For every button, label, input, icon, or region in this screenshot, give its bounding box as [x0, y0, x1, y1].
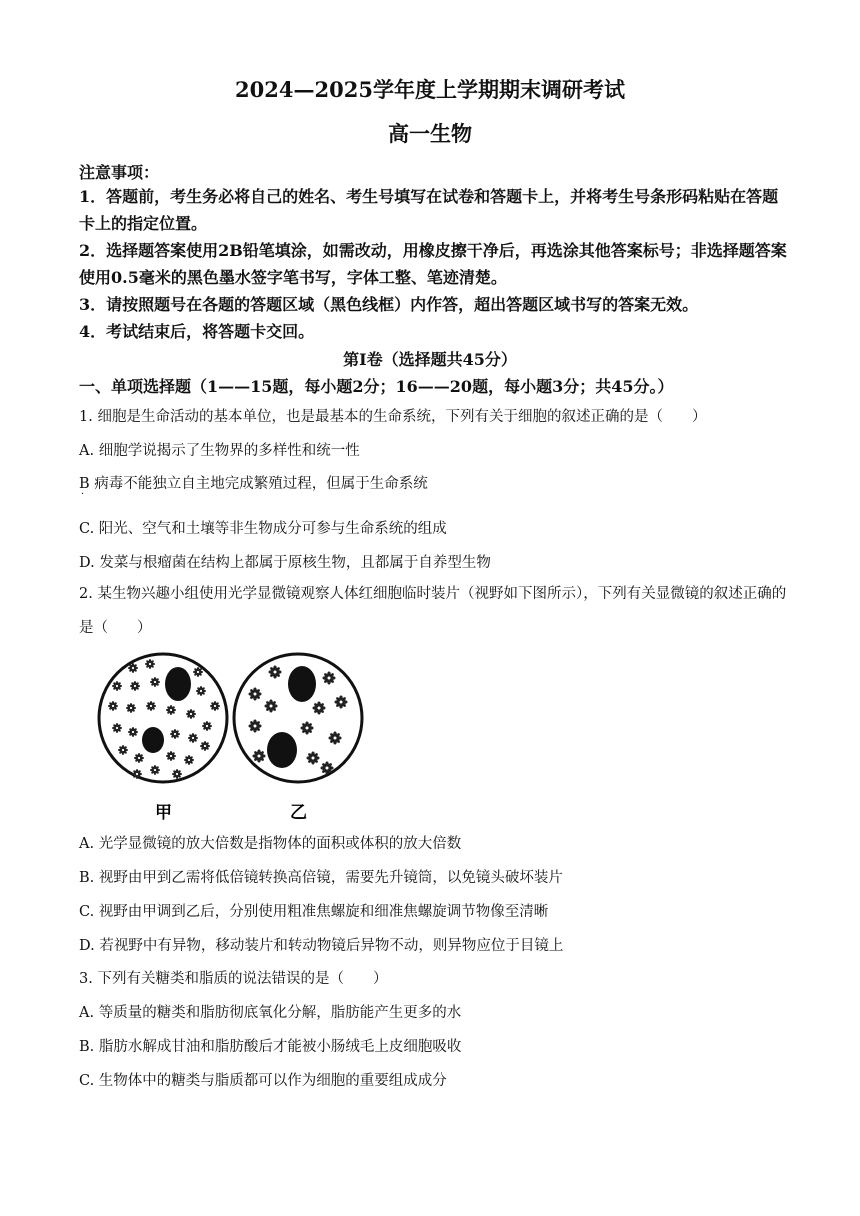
question-1-option-c: C. 阳光、空气和土壤等非生物成分可参与生命系统的组成 — [79, 521, 447, 537]
section-title: 第Ⅰ卷（选择题共45分） — [343, 350, 517, 369]
question-3-option-a: A. 等质量的糖类和脂肪彻底氧化分解，脂肪能产生更多的水 — [79, 1005, 462, 1021]
notice-item-2: 2．选择题答案使用2B铅笔填涂，如需改动，用橡皮擦干净后，再选涂其他答案标号；非选择题答案使用0.5毫米的黑色墨水签字笔书写，字体工整、笔迹清楚。 — [79, 241, 787, 287]
question-3-stem: 3. 下列有关糖类和脂质的说法错误的是（ ） — [79, 971, 388, 987]
exam-title: 2024—2025学年度上学期期末调研考试 — [235, 77, 625, 102]
field-yi — [234, 654, 362, 782]
notice-item-4: 4．考试结束后，将答题卡交回。 — [79, 322, 315, 341]
stray-dot: · — [81, 489, 85, 500]
question-1-stem: 1. 细胞是生命活动的基本单位，也是最基本的生命系统，下列有关于细胞的叙述正确的是（ ） — [79, 409, 707, 425]
question-3-option-b: B. 脂肪水解成甘油和脂肪酸后才能被小肠绒毛上皮细胞吸收 — [79, 1039, 462, 1055]
notice-heading: 注意事项： — [79, 163, 160, 182]
field-jia — [99, 654, 227, 782]
question-1-option-a: A. 细胞学说揭示了生物界的多样性和统一性 — [79, 443, 360, 459]
figure-label-yi: 乙 — [290, 803, 307, 823]
part-heading: 一、单项选择题（1——15题，每小题2分；16——20题，每小题3分；共45分。） — [79, 377, 674, 396]
question-2-option-c: C. 视野由甲调到乙后，分别使用粗准焦螺旋和细准焦螺旋调节物像至清晰 — [79, 904, 549, 920]
exam-subject: 高一生物 — [388, 121, 472, 146]
question-1-option-b: B 病毒不能独立自主地完成繁殖过程，但属于生命系统 — [79, 476, 428, 492]
figure-label-jia: 甲 — [155, 803, 172, 823]
question-2-stem: 2. 某生物兴趣小组使用光学显微镜观察人体红细胞临时装片（视野如下图所示），下列有关显微镜的叙述正确的是（ ） — [79, 586, 787, 636]
question-1-option-d: D. 发菜与根瘤菌在结构上都属于原核生物，且都属于自养型生物 — [79, 555, 491, 571]
microscope-figure — [95, 646, 385, 830]
notice-item-1: 1．答题前，考生务必将自己的姓名、考生号填写在试卷和答题卡上，并将考生号条形码粘贴在答题卡上的指定位置。 — [79, 187, 779, 233]
question-2-option-b: B. 视野由甲到乙需将低倍镜转换高倍镜，需要先升镜筒，以免镜头破坏装片 — [79, 870, 563, 886]
question-2-option-d: D. 若视野中有异物，移动装片和转动物镜后异物不动，则异物应位于目镜上 — [79, 938, 564, 954]
question-2-option-a: A. 光学显微镜的放大倍数是指物体的面积或体积的放大倍数 — [79, 836, 462, 852]
notice-item-3: 3．请按照题号在各题的答题区域（黑色线框）内作答，超出答题区域书写的答案无效。 — [79, 295, 699, 314]
question-3-option-c: C. 生物体中的糖类与脂质都可以作为细胞的重要组成成分 — [79, 1073, 447, 1089]
